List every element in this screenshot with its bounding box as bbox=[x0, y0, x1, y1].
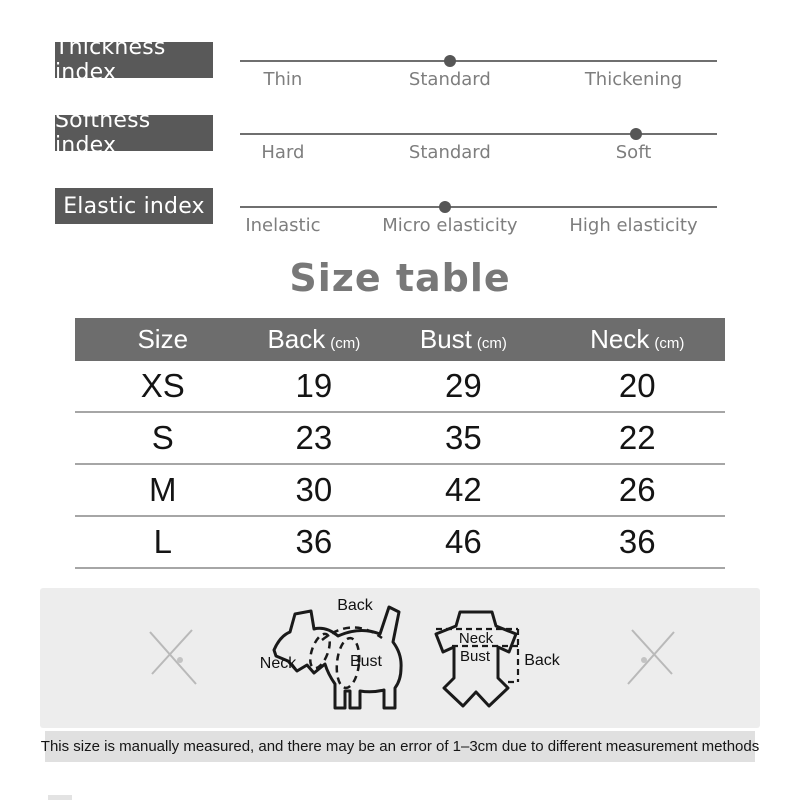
table-row bbox=[75, 413, 725, 465]
back-value: 30 bbox=[295, 471, 333, 508]
elastic-option-inelastic: Inelastic bbox=[245, 215, 321, 236]
garment-measurement-figure bbox=[436, 612, 561, 706]
softness-option-soft: Soft bbox=[615, 142, 652, 163]
bust-value: 46 bbox=[445, 523, 482, 560]
thickness-slider-dot bbox=[444, 55, 456, 67]
bust-value: 42 bbox=[445, 471, 482, 508]
softness-index-badge: Softness index bbox=[55, 115, 213, 151]
garment-back-label: Back bbox=[524, 652, 560, 669]
dog-bust-label: Bust bbox=[349, 653, 383, 670]
table-row bbox=[75, 361, 725, 413]
garment-neck-label: Neck bbox=[458, 630, 494, 647]
slider-track bbox=[240, 60, 717, 62]
back-value: 36 bbox=[295, 523, 333, 560]
right-cut-mark-icon bbox=[628, 630, 674, 684]
size-value: S bbox=[151, 419, 174, 456]
elastic-index-row bbox=[55, 188, 745, 261]
bust-value: 29 bbox=[445, 367, 482, 404]
elastic-index-slider bbox=[240, 188, 717, 250]
table-row bbox=[75, 465, 725, 517]
neck-value: 22 bbox=[618, 419, 656, 456]
back-value: 19 bbox=[295, 367, 333, 404]
elastic-option-micro: Micro elasticity bbox=[382, 215, 518, 236]
slider-track bbox=[240, 133, 717, 135]
bust-value: 35 bbox=[445, 419, 482, 456]
size-table bbox=[75, 318, 725, 569]
garment-bust-label: Bust bbox=[459, 648, 491, 665]
neck-value: 20 bbox=[618, 367, 656, 404]
elastic-index-badge: Elastic index bbox=[55, 188, 213, 224]
column-header-size: Size bbox=[137, 324, 189, 354]
dog-neck-label: Neck bbox=[259, 655, 297, 672]
cropped-next-section bbox=[48, 795, 72, 800]
thickness-option-standard: Standard bbox=[408, 69, 491, 90]
softness-option-standard: Standard bbox=[408, 142, 491, 163]
thickness-index-row bbox=[55, 35, 745, 115]
column-header-back: Back (cm) bbox=[267, 324, 361, 354]
thickness-option-thin: Thin bbox=[263, 69, 303, 90]
product-index-section bbox=[55, 35, 745, 261]
thickness-index-badge: Thickness index bbox=[55, 42, 213, 78]
softness-index-row bbox=[55, 108, 745, 188]
column-header-neck: Neck (cm) bbox=[590, 324, 685, 354]
softness-option-hard: Hard bbox=[261, 142, 305, 163]
dog-back-label: Back bbox=[337, 597, 373, 614]
elastic-slider-dot bbox=[439, 201, 451, 213]
back-value: 23 bbox=[295, 419, 333, 456]
thickness-option-thickening: Thickening bbox=[584, 69, 683, 90]
size-table-title: Size table bbox=[289, 256, 511, 300]
dog-measurement-figure bbox=[260, 597, 401, 708]
measurement-diagram bbox=[40, 588, 760, 728]
measurement-disclaimer: This size is manually measured, and there may be an error of 1–3cm due to different measurement methods bbox=[45, 731, 755, 762]
neck-value: 26 bbox=[618, 471, 656, 508]
slider-track bbox=[240, 206, 717, 208]
softness-slider-dot bbox=[630, 128, 642, 140]
measurement-diagram-panel bbox=[40, 588, 760, 728]
size-value: XS bbox=[140, 367, 185, 404]
elastic-option-high: High elasticity bbox=[569, 215, 698, 236]
size-value: M bbox=[149, 471, 177, 508]
thickness-index-slider bbox=[240, 42, 717, 104]
left-cut-mark-icon bbox=[150, 630, 196, 684]
neck-value: 36 bbox=[618, 523, 656, 560]
column-header-bust: Bust (cm) bbox=[419, 324, 507, 354]
size-table-header bbox=[75, 318, 725, 361]
softness-index-slider bbox=[240, 115, 717, 177]
size-value: L bbox=[153, 523, 172, 560]
table-row bbox=[75, 517, 725, 569]
